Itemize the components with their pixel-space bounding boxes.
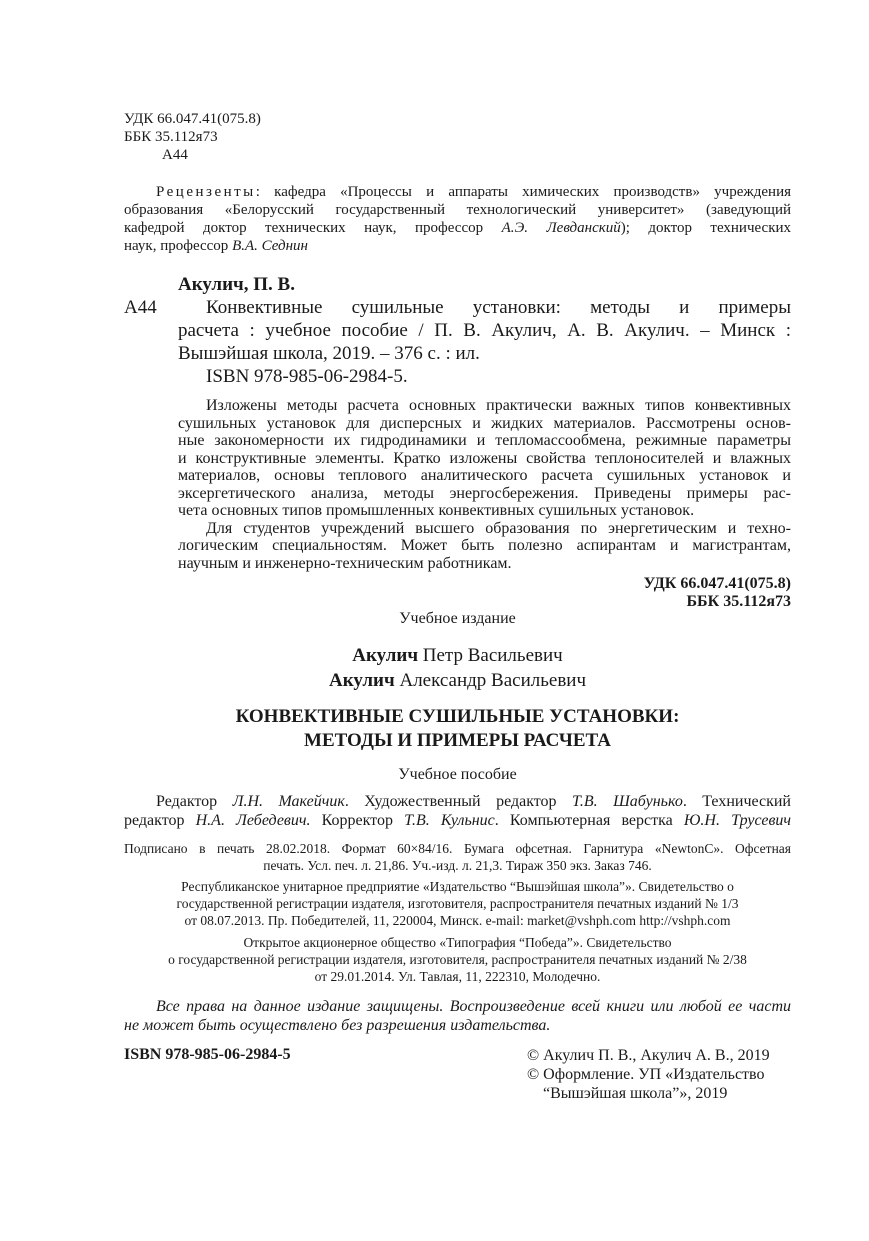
reviewers-line-1: Рецензенты: кафедра «Процессы и аппараты химических производств» учреждения bbox=[156, 184, 791, 200]
publisher-line-1: Республиканское унитарное предприятие «Издательство “Вышэйшая школа”». Свидетельство о bbox=[181, 879, 734, 894]
book-subtitle: Учебное пособие bbox=[398, 766, 517, 783]
reviewers-line-2: образования «Белорусский государственный технологический университет» (заведующий bbox=[124, 202, 791, 218]
author-surname: Акулич bbox=[352, 645, 419, 666]
reviewers-line-4: наук, профессор В.А. Седнин bbox=[124, 238, 308, 254]
annotation-line: сушильных установок для дисперсных и жидких материалов. Рассмотрены основ- bbox=[178, 414, 791, 432]
annotation-line: материалов, основы теплового аналитического расчета сушильных установок и bbox=[178, 467, 791, 484]
editorial-staff bbox=[124, 792, 791, 830]
author-given-names: Петр Васильевич bbox=[422, 645, 563, 666]
annotation-line: эксергетического анализа, методы энергосбережения. Приведены примеры рас- bbox=[178, 484, 791, 502]
catalog-code: А44 bbox=[124, 297, 157, 318]
copyright-line-2: © Оформление. УП «Издательство bbox=[527, 1066, 765, 1083]
reviewers-label: Рецензенты bbox=[156, 184, 256, 200]
isbn: ISBN 978-985-06-2984-5 bbox=[124, 1046, 291, 1063]
annotation-line: научным и инженерно-техническим работникам. bbox=[178, 554, 512, 572]
annotation-line: и конструктивные элементы. Кратко изложены свойства теплоносителей и влажных bbox=[178, 449, 791, 467]
publisher-line-2: государственной регистрации издателя, изготовителя, распространителя печатных изданий № 1/3 bbox=[176, 896, 739, 911]
author-mark: А44 bbox=[162, 147, 188, 163]
publisher-info bbox=[124, 878, 791, 929]
printer-line-1: Открытое акционерное общество «Типография “Победа”». Свидетельство bbox=[243, 935, 672, 950]
edition-type: Учебное издание bbox=[399, 610, 516, 627]
reviewer-name: А.Э. Левданский bbox=[501, 220, 621, 236]
printer-line-3: от 29.01.2014. Ул. Тавлая, 11, 222310, Молодечно. bbox=[314, 969, 601, 984]
printer-line-2: о государственной регистрации издателя, изготовителя, распространителя печатных изданий № 2/38 bbox=[168, 952, 747, 967]
copyright-line-1: © Акулич П. В., Акулич А. В., 2019 bbox=[527, 1047, 770, 1064]
udk-code: УДК 66.047.41(075.8) bbox=[124, 111, 261, 127]
book-title-line-2: МЕТОДЫ И ПРИМЕРЫ РАСЧЕТА bbox=[304, 730, 611, 751]
annotation bbox=[178, 397, 791, 572]
catalog-line-3: Вышэйшая школа, 2019. – 376 с. : ил. bbox=[178, 343, 480, 364]
catalog-description bbox=[178, 296, 791, 388]
publisher-line-3: от 08.07.2013. Пр. Победителей, 11, 220004, Минск. e-mail: market@vshph.com http://vshph.com bbox=[184, 913, 731, 928]
printer-info bbox=[124, 934, 791, 985]
annotation-line: ные закономерности их гидродинамики и тепломассообмена, режимные параметры bbox=[178, 432, 791, 449]
udc-block bbox=[124, 110, 261, 164]
annotation-line: Изложены методы расчета основных практически важных типов конвективных bbox=[206, 397, 791, 414]
annotation-line: логическим специальностям. Может быть полезно аспирантам и магистрантам, bbox=[178, 537, 791, 554]
author-2 bbox=[124, 669, 791, 692]
catalog-line-2: расчета : учебное пособие / П. В. Акулич, А. В. Акулич. – Минск : bbox=[178, 320, 791, 341]
catalog-author-heading: Акулич, П. В. bbox=[178, 274, 295, 295]
annotation-paragraph-1 bbox=[178, 397, 791, 520]
book-title bbox=[124, 705, 791, 753]
catalog-isbn: ISBN 978-985-06-2984-5. bbox=[206, 366, 408, 387]
print-info-line-1: Подписано в печать 28.02.2018. Формат 60×84/16. Бумага офсетная. Гарнитура «NewtonC». Офсетная bbox=[124, 841, 791, 856]
print-info bbox=[124, 840, 791, 874]
copyright bbox=[527, 1046, 791, 1103]
bbk-code: ББК 35.112я73 bbox=[124, 129, 218, 145]
annotation-line: чета основных типов промышленных конвективных сушильных установок. bbox=[178, 502, 695, 519]
reviewer-name: В.А. Седнин bbox=[232, 238, 308, 254]
catalog-line-1: Конвективные сушильные установки: методы и примеры bbox=[206, 297, 791, 318]
annotation-line: Для студентов учреждений высшего образования по энергетическим и техно- bbox=[206, 519, 791, 537]
staff-line-2: редактор Н.А. Лебедевич. Корректор Т.В. Кульнис. Компьютерная верстка Ю.Н. Трусевич bbox=[124, 812, 792, 829]
rights-notice bbox=[124, 997, 791, 1035]
annotation-codes bbox=[500, 575, 791, 610]
annotation-bbk: ББК 35.112я73 bbox=[686, 592, 791, 610]
copyright-line-3: “Вышэйшая школа”», 2019 bbox=[543, 1085, 728, 1102]
annotation-udk: УДК 66.047.41(075.8) bbox=[643, 575, 791, 592]
print-info-line-2: печать. Усл. печ. л. 21,86. Уч.-изд. л. 21,3. Тираж 350 экз. Заказ 746. bbox=[263, 858, 652, 873]
author-surname: Акулич bbox=[328, 670, 395, 691]
reviewers-line-3: кафедрой доктор технических наук, профессор А.Э. Левданский); доктор технических bbox=[124, 220, 792, 236]
author-1 bbox=[124, 644, 791, 667]
book-title-line-1: КОНВЕКТИВНЫЕ СУШИЛЬНЫЕ УСТАНОВКИ: bbox=[235, 706, 680, 727]
reviewers bbox=[124, 183, 791, 255]
staff-line-1: Редактор Л.Н. Макейчик. Художественный редактор Т.В. Шабунько. Технический bbox=[156, 793, 791, 810]
rights-line-2: не может быть осуществлено без разрешения издательства. bbox=[124, 1017, 551, 1034]
author-given-names: Александр Васильевич bbox=[399, 670, 587, 691]
annotation-paragraph-2 bbox=[178, 520, 791, 573]
rights-line-1: Все права на данное издание защищены. Воспроизведение всей книги или любой ее части bbox=[156, 998, 791, 1015]
